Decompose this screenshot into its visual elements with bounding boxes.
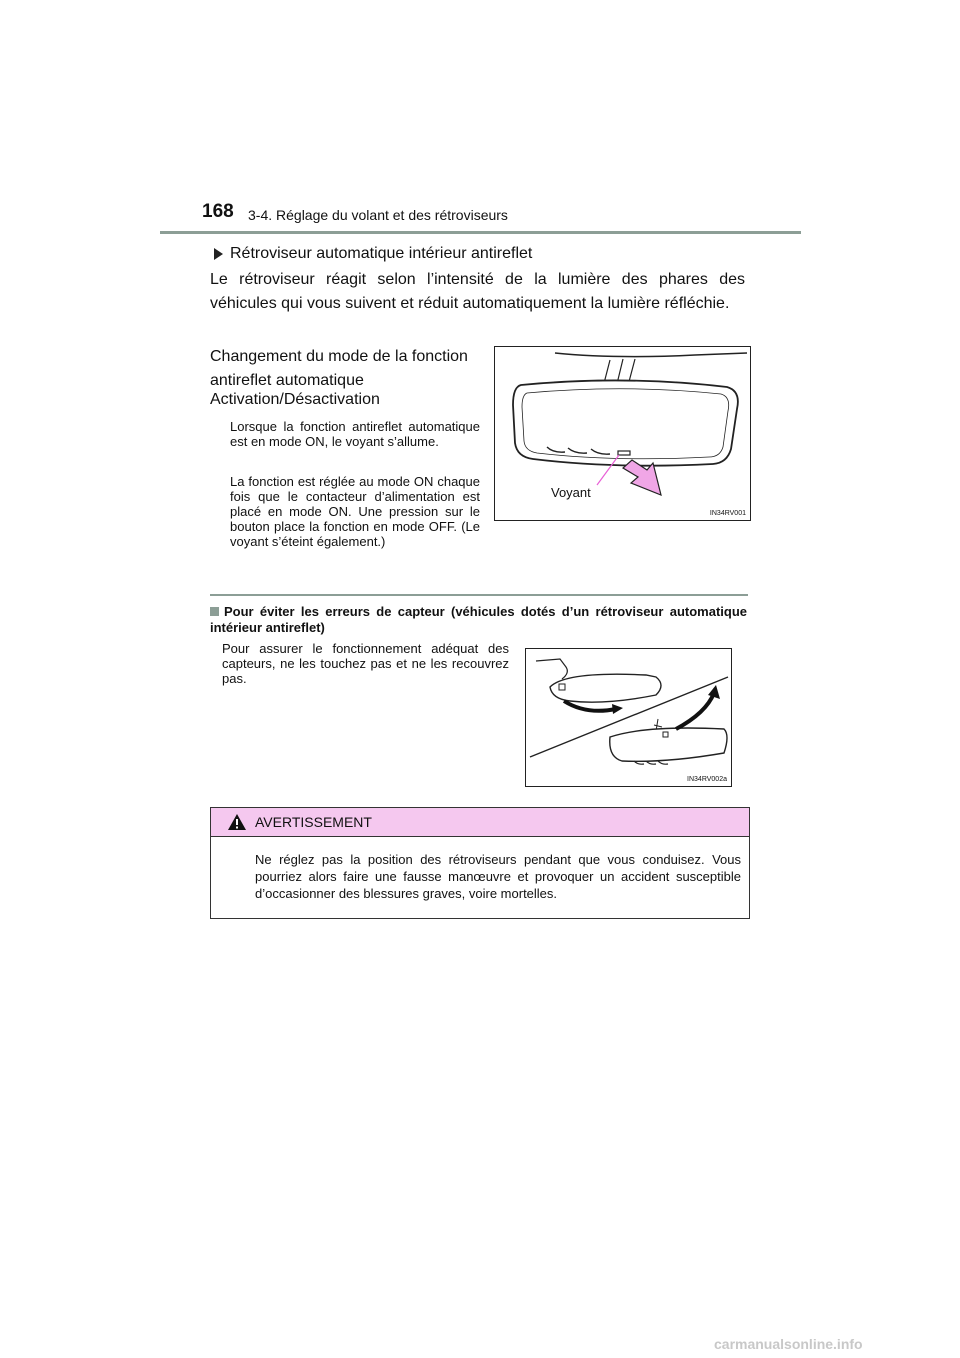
section-title: 3-4. Réglage du volant et des rétroviseurs	[248, 207, 508, 223]
figure-code: IN34RV001	[709, 510, 746, 517]
note-default-mode: La fonction est réglée au mode ON chaque fois que le contacteur d’alimentation est placé en mode ON. Une pression sur le bouton place la fonction en mode OFF. (Le voyant s’éteint également.)	[230, 474, 480, 549]
mirror-figure	[494, 346, 751, 521]
warning-text: Ne réglez pas la position des rétroviseurs pendant que vous conduisez. Vous pourriez alors faire une fausse manœuvre et provoquer un accident susceptible d’occasionner des blessures graves, voire mortelles.	[255, 852, 741, 901]
warning-box	[210, 807, 750, 919]
warning-header	[211, 808, 749, 837]
warning-title: AVERTISSEMENT	[255, 814, 372, 830]
note-indicator: Lorsque la fonction antireflet automatique est en mode ON, le voyant s’allume.	[230, 419, 480, 449]
watermark: carmanualsonline.info	[714, 1336, 863, 1352]
subheading	[210, 245, 532, 263]
sensor-illustration	[526, 649, 731, 786]
sensor-text: Pour assurer le fonctionnement adéquat des capteurs, ne les touchez pas et ne les recouvrez pas.	[222, 641, 509, 686]
activation-label: Activation/Désactivation	[210, 391, 380, 408]
subheading-text: Rétroviseur automatique intérieur antireflet	[230, 245, 533, 262]
header-rule	[160, 231, 801, 234]
figure-code: IN34RV002a	[687, 776, 727, 783]
square-bullet-icon	[210, 607, 219, 616]
mirror-illustration	[495, 347, 750, 520]
mode-change-title: Changement du mode de la fonction antireflet automatique	[210, 348, 468, 389]
warning-icon	[227, 813, 247, 831]
sensor-figure	[525, 648, 732, 787]
page-number: 168	[202, 201, 234, 222]
triangle-bullet-icon	[214, 248, 223, 260]
section-divider	[210, 594, 748, 596]
intro-paragraph: Le rétroviseur réagit selon l’intensité de la lumière des phares des véhicules qui vous suivent et réduit automatiquement la lumière réfléchie.	[210, 271, 745, 312]
sensor-heading	[210, 604, 747, 636]
indicator-label: Voyant	[551, 485, 591, 500]
sensor-heading-text: Pour éviter les erreurs de capteur (véhicules dotés d’un rétroviseur automatique intérieur antireflet)	[210, 604, 747, 635]
